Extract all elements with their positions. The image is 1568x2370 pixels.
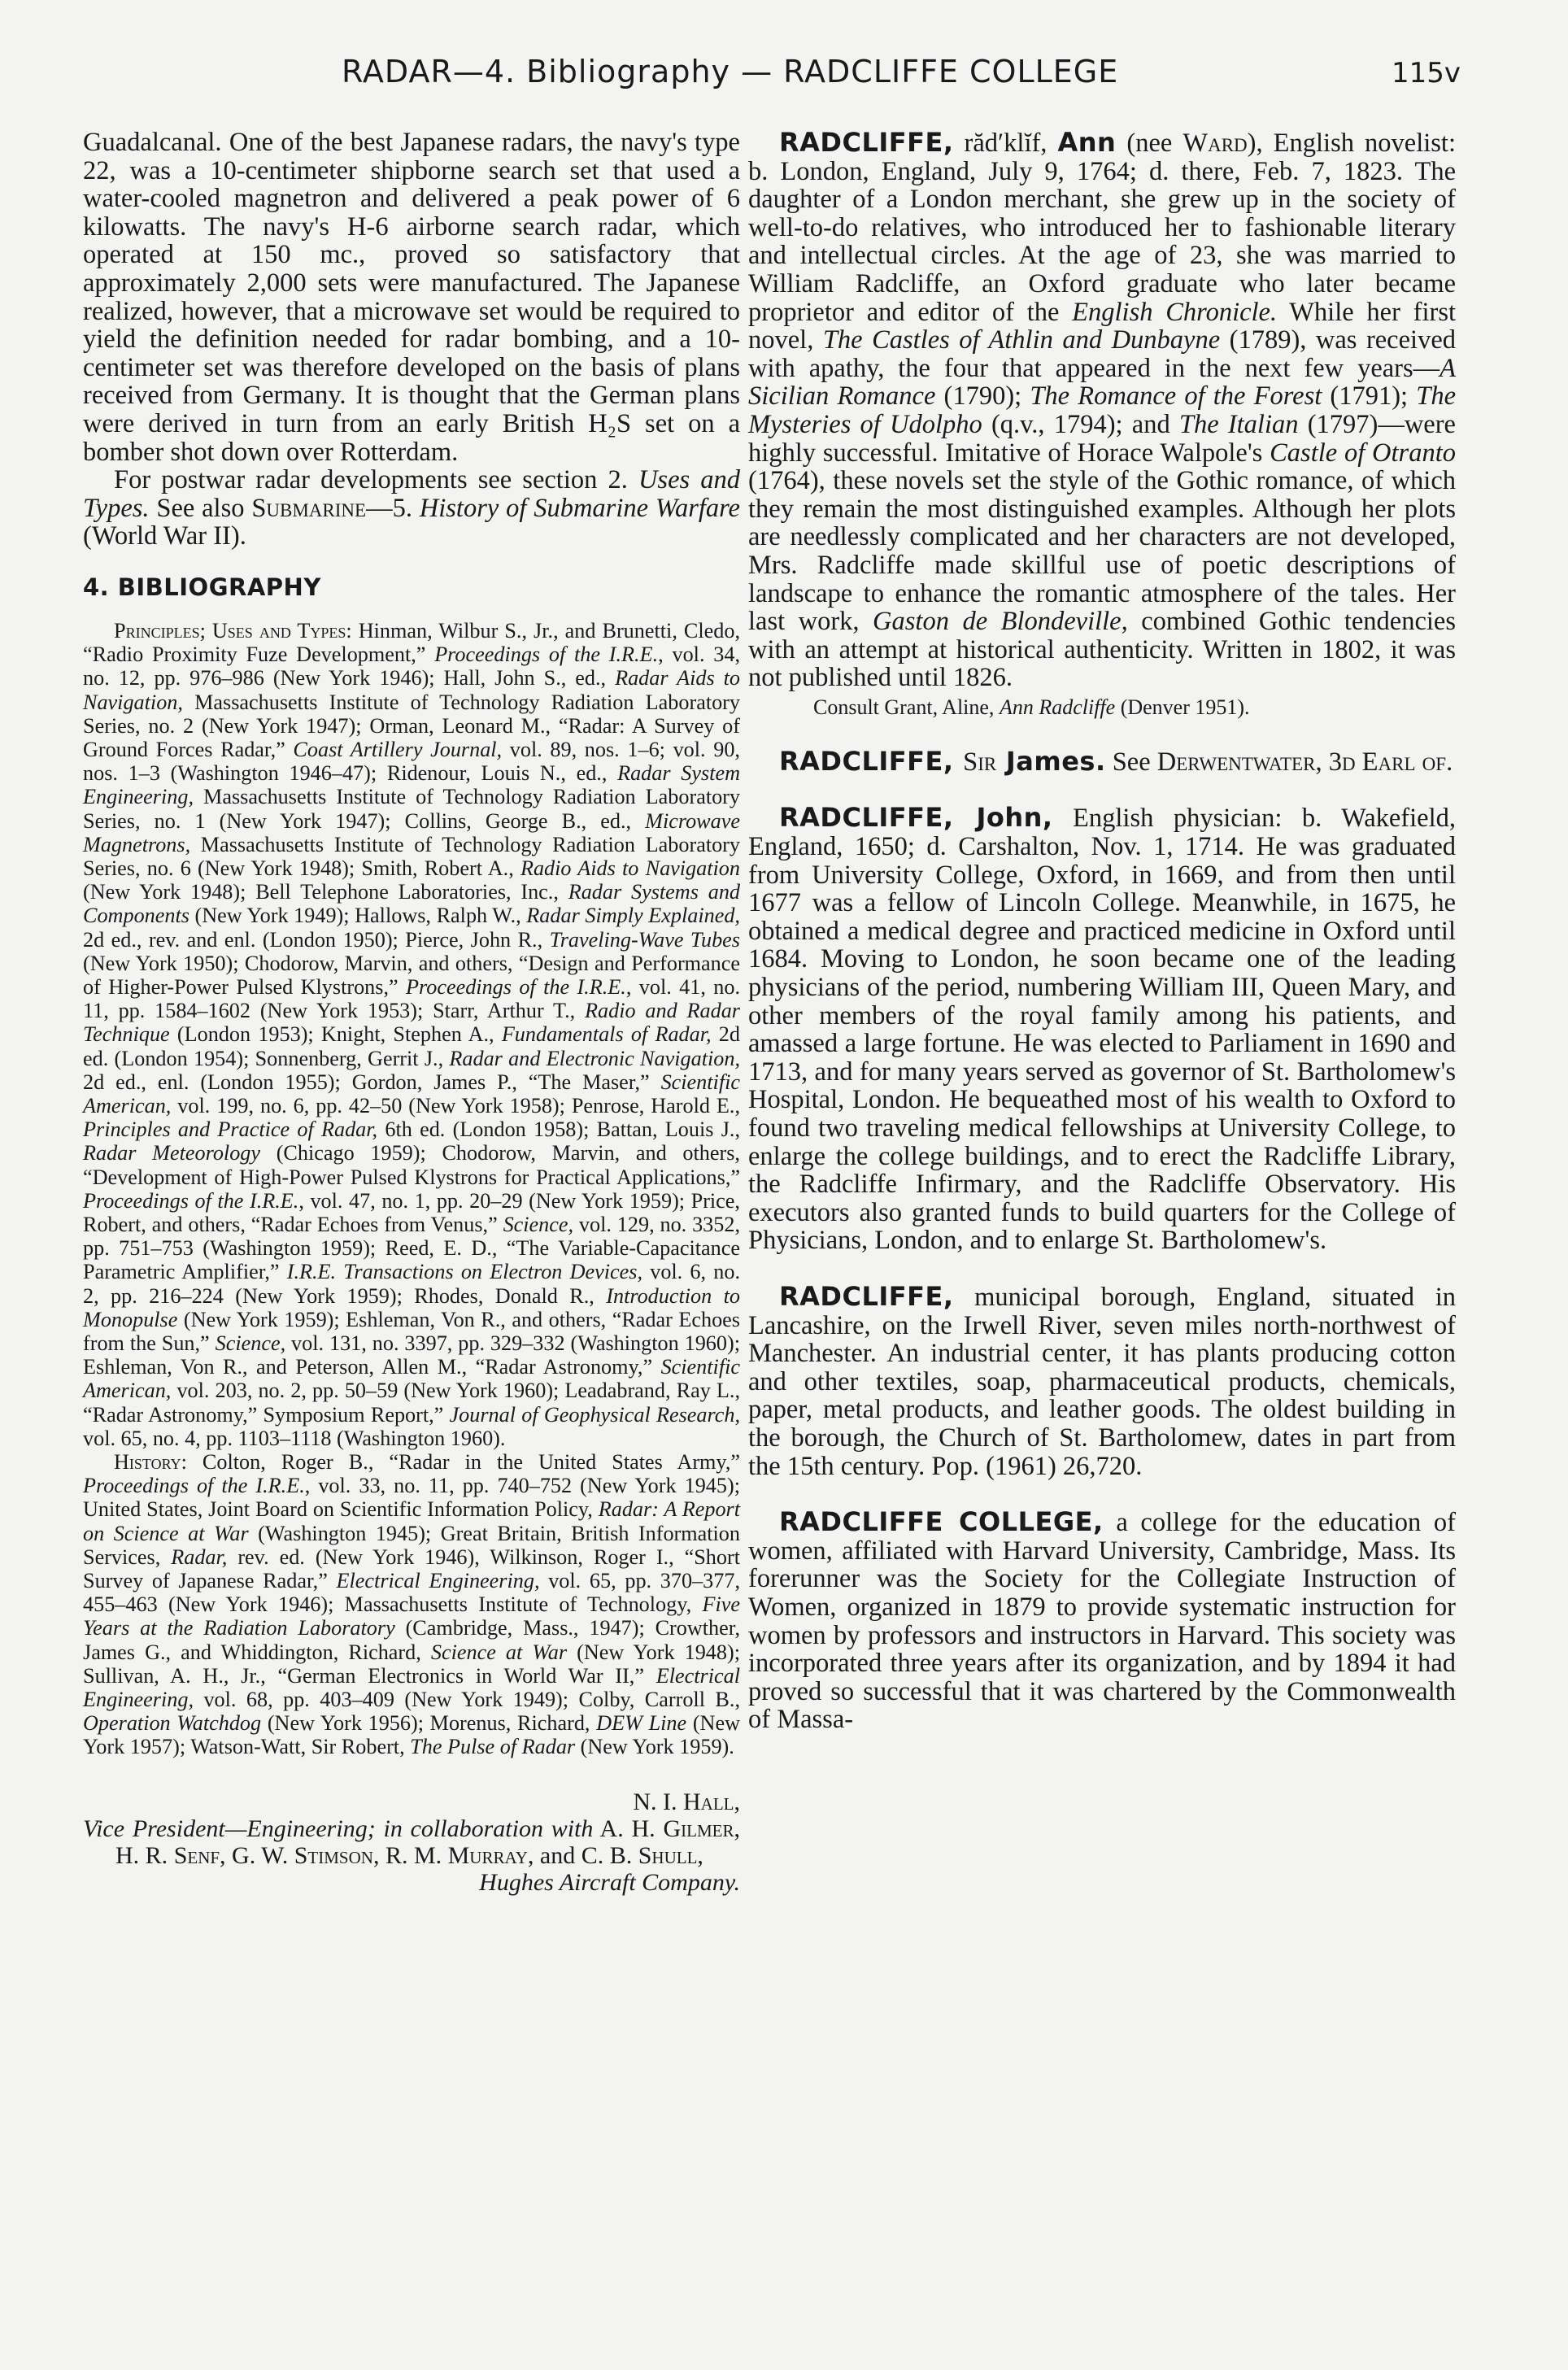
encyclopedia-entry <box>748 804 1456 1255</box>
italic-text: I.R.E. Transactions on Electron Devices, <box>286 1260 643 1284</box>
italic-text: Science, <box>503 1212 574 1236</box>
italic-text: Radar, <box>171 1544 228 1569</box>
text-run: (Washington 1945); Great Britain, British Information Services, <box>83 1521 740 1569</box>
text-run: , vol. 33, no. 11, pp. 740–752 (New York 1945); United States, Joint Board on Scientific Information Policy, <box>83 1474 740 1522</box>
italic-text: Operation Watchdog <box>83 1711 262 1736</box>
text-run: Colton, Roger B., “Radar in the United States Army,” <box>186 1450 740 1475</box>
header-title: RADAR—4. Bibliography — RADCLIFFE COLLEGE <box>342 54 1119 89</box>
text-run: , H. R. <box>115 1815 740 1869</box>
text-run: (nee <box>1116 129 1183 158</box>
text-run: Massachusetts Institute of Technology Radiation Laboratory Series, no. 2 (New York 1947); Orman, Leonard M., “Radar: A Survey of Ground Forces Radar,” <box>83 690 740 761</box>
text-run: (Denver 1951). <box>1115 695 1250 719</box>
right-column <box>748 129 1456 1762</box>
text-run: (World War II). <box>83 521 246 551</box>
italic-text: Proceedings of the I.R.E. <box>434 643 659 667</box>
italic-text: Traveling-Wave Tubes <box>549 927 740 952</box>
text-run: 2d ed., enl. (London 1955); Gordon, James P., “The Maser,” <box>83 1070 661 1094</box>
text-run: English physician: b. Wakefield, England, 1650; d. Carshalton, Nov. 1, 1714. He was graduated from University College, Oxford, in 1669, and from then until 1677 was a fellow of Lincoln College. Meanwhile, in 1675, he obtained a medical degree and practiced medicine in Oxford until 1684. Moving to London, he soon became one of the leading physicians of the period, numbering William III, Queen Mary, and other members of the royal family among his patients, and amassed a large fortune. He was elected to Parliament in 1690 and 1713, and for many years served as governor of St. Bartholomew's Hospital, London. He bequeathed most of his wealth to Oxford to found two traveling medical fellowships at University College, to enlarge the college buildings, and to erect the Radcliffe Library, the Radcliffe Infirmary, and the Radcliffe Observatory. His executors also granted funds to build quarters for the College of Physicians, London, and to enlarge St. Bartholomew's. <box>748 804 1456 1256</box>
italic-text: Scientific American, <box>83 1070 740 1117</box>
italic-text: Proceedings of the I.R.E. <box>406 974 626 999</box>
text-run: (1790); <box>935 381 1030 412</box>
italic-text: Radio Aids to Navigation <box>520 856 740 880</box>
text-run: Massachusetts Institute of Technology Radiation Laboratory Series, no. 1 (New York 1947); Collins, George B., ed., <box>83 785 740 833</box>
text-run: rev. ed. (New York 1946), Wilkinson, Roger I., “Short Survey of Japanese Radar,” <box>83 1544 740 1593</box>
entry-headword: RADCLIFFE, <box>779 127 954 158</box>
small-caps-text: Shull <box>638 1841 698 1869</box>
small-caps-text: History: <box>114 1450 187 1475</box>
encyclopedia-entry <box>748 1280 1456 1481</box>
text-run: (New York 1948); Bell Telephone Laboratories, Inc., <box>83 880 568 904</box>
text-run: (Cambridge, Mass., 1947); Crowther, James G., and Whiddington, Richard, <box>83 1616 740 1664</box>
small-caps-text: Murray <box>447 1841 528 1869</box>
text-run: (q.v., 1794); and <box>982 409 1179 439</box>
small-caps-text: Stimson <box>294 1841 373 1869</box>
italic-text: Gaston de Blondeville, <box>873 607 1128 637</box>
italic-text: Uses and Types. <box>83 465 740 523</box>
italic-text: Electrical Engineering, <box>336 1569 540 1593</box>
section-heading: 4. BIBLIOGRAPHY <box>83 573 321 601</box>
text-run: vol. 65, no. 4, pp. 1103–1118 (Washington 1960). <box>83 1426 506 1450</box>
text-run: ), English novelist: b. London, England, July 9, 1764; d. there, Feb. 7, 1823. The daughter of a London merchant, she grew up in the society of well-to-do relatives, who introduced her to fashionable literary and intellectual circles. At the age of 23, she was married to William Radcliffe, an Oxford graduate who later became proprietor and editor of the <box>748 129 1456 327</box>
italic-text: Proceedings of the I.R.E. <box>83 1188 299 1213</box>
text-run: (New York 1959). <box>575 1735 734 1759</box>
text-run: 2d ed. (London 1954); Sonnenberg, Gerrit J., <box>83 1022 740 1070</box>
text-run: vol. 199, no. 6, pp. 42–50 (New York 1958); Penrose, Harold E., <box>171 1093 740 1117</box>
text-run: , vol. 47, no. 1, pp. 20–29 (New York 1959); Price, Robert, and others, “Radar Echoes from Venus,” <box>83 1188 740 1236</box>
text-run: (New York 1948); Sullivan, A. H., Jr., “German Electronics in World War II,” <box>83 1640 740 1688</box>
entry-paragraph <box>748 129 1456 692</box>
text-run: municipal borough, England, situated in Lancashire, on the Irwell River, seven miles north-northwest of Manchester. An industrial center, it has plants producing cotton and other textiles, soap, pharmaceutical products, chemicals, paper, metal products, and leather goods. The oldest building in the borough, the Church of St. Bartholomew, dates in part from the 15th century. Pop. (1961) 26,720. <box>748 1282 1456 1481</box>
italic-text: Radar Meteorology <box>83 1141 260 1165</box>
italic-text: The Pulse of Radar <box>410 1735 576 1759</box>
italic-text: Radar and Electronic Navigation, <box>449 1046 740 1070</box>
italic-text: Introduction to Monopulse <box>83 1283 740 1331</box>
text-run: , G. W. <box>220 1841 294 1869</box>
text-run: , vol. 41, no. 11, pp. 1584–1602 (New York 1953); Starr, Arthur T., <box>83 974 740 1023</box>
text-run: (1797)—were highly successful. Imitative of Horace Walpole's <box>748 409 1456 468</box>
italic-text: Radio and Radar Technique <box>83 999 740 1047</box>
small-caps-text: Sir <box>963 747 997 777</box>
italic-text: A Sicilian Romance <box>748 353 1456 412</box>
entry-headword: RADCLIFFE COLLEGE, <box>779 1506 1104 1538</box>
italic-text: The Mysteries of Udolpho <box>748 381 1456 439</box>
italic-text: Vice President—Engineering; <box>83 1815 376 1842</box>
text-run: A. H. <box>593 1815 664 1842</box>
text-run: răd′klĭf, <box>953 129 1058 158</box>
italic-text: Five Years at the Radiation Laboratory <box>83 1592 740 1640</box>
italic-text: History of Submarine Warfare <box>419 493 740 523</box>
italic-text: Radar Aids to Navigation, <box>83 666 740 714</box>
text-run: Massachusetts Institute of Technology Radiation Laboratory Series, no. 6 (New York 1948); Smith, Robert A., <box>83 832 740 880</box>
italic-text: Journal of Geophysical Research, <box>449 1402 740 1427</box>
italic-text: DEW Line <box>596 1711 687 1736</box>
text-run: (1791); <box>1322 381 1417 412</box>
signature-name: N. I. Hall, <box>633 1788 740 1815</box>
text-run: Guadalcanal. One of the best Japanese radars, the navy's type 22, was a 10-centimeter shipborne search set that used a water-cooled magnetron and delivered a peak power of 6 kilowatts. The navy's H-6 airborne search radar, which operated at 150 mc., proved so satisfactory that approximately 2,000 sets were manufactured. The Japanese realized, however, that a microwave set would be required to yield the definition needed for radar bombing, and a 10-centimeter set was therefore developed on the basis of plans received from Germany. It is thought that the German plans were derived in turn from an early British H₂S set on a bomber shot down over Rotterdam. <box>83 128 740 467</box>
signature-credits <box>83 1815 740 1869</box>
italic-text: Proceedings of the I.R.E. <box>83 1474 305 1498</box>
text-run: vol. 65, pp. 370–377, 455–463 (New York 1946); Massachusetts Institute of Technology, <box>83 1569 740 1617</box>
text-run: (1764), these novels set the style of the Gothic romance, of which they remain the most distinguished examples. Although her plots are needlessly complicated and her characters are not developed, Mrs. Radcliffe made skillful use of poetic descriptions of landscape to enhance the romantic atmosphere of the tales. Her last work, <box>748 466 1456 637</box>
text-run: (New York 1949); Hallows, Ralph W., <box>189 904 527 928</box>
italic-text: Radar Systems and Components <box>83 880 741 928</box>
text-run: vol. 6, no. 2, pp. 216–224 (New York 1959); Rhodes, Donald R., <box>83 1260 740 1308</box>
text-run: See also <box>149 493 252 523</box>
entry-headword: RADCLIFFE, <box>779 745 964 777</box>
text-run: (1789), was received with apathy, the four that appeared in the next few years— <box>748 325 1456 383</box>
italic-text: The Romance of the Forest <box>1030 381 1322 412</box>
italic-text: Castle of Otranto <box>1270 438 1456 468</box>
italic-text: Principles and Practice of Radar, <box>83 1117 378 1142</box>
consult-note <box>748 695 1456 720</box>
signature-company: Hughes Aircraft Company. <box>479 1868 740 1896</box>
italic-text: Coast Artillery Journal, <box>293 737 503 761</box>
small-caps-text: Submarine <box>251 493 367 523</box>
text-run: (New York 1957); Watson-Watt, Sir Robert, <box>83 1711 741 1759</box>
text-run: 2d ed., rev. and enl. (London 1950); Pierce, John R., <box>83 927 550 952</box>
text-run: Consult Grant, Aline, <box>813 695 1000 719</box>
entry-paragraph <box>748 804 1456 1255</box>
italic-text: English Chronicle. <box>1072 297 1278 327</box>
entry-headword: James. <box>996 745 1106 777</box>
italic-text: in collaboration with <box>383 1815 594 1842</box>
text-run: (New York 1950); Chodorow, Marvin, and others, “Design and Performance of Higher-Power Pulsed Klystrons,” <box>83 951 740 999</box>
text-run: 6th ed. (London 1958); Battan, Louis J., <box>377 1117 740 1142</box>
text-run <box>376 1815 384 1842</box>
text-run: (London 1953); Knight, Stephen A., <box>169 1022 502 1047</box>
italic-text: Radar System Engineering, <box>83 761 740 809</box>
text-run: (Chicago 1959); Chodorow, Marvin, and others, “Development of High-Power Pulsed Klystrons for Practical Applications,” <box>83 1141 740 1189</box>
entry-paragraph <box>748 1508 1456 1734</box>
text-run: While her first novel, <box>748 297 1456 355</box>
italic-text: Scientific American, <box>83 1355 740 1403</box>
text-run: For postwar radar developments see section 2. <box>114 465 638 495</box>
text-run: (New York 1956); Morenus, Richard, <box>261 1711 597 1736</box>
encyclopedia-entry <box>748 747 1456 777</box>
text-run: vol. 131, no. 3397, pp. 329–332 (Washington 1960); Eshleman, Von R., and Peterson, Allen M., “Radar Astronomy,” <box>83 1331 740 1379</box>
page-number: 115v <box>1391 57 1461 89</box>
author-signature <box>83 1788 740 1896</box>
text-run: Hinman, Wilbur S., Jr., and Brunetti, Cledo, “Radio Proximity Fuze Development,” <box>83 618 741 667</box>
paragraph <box>83 129 740 466</box>
running-header <box>0 54 1568 102</box>
bibliography-paragraph <box>83 619 740 1450</box>
small-caps-text: Gilmer <box>663 1815 734 1842</box>
bibliography-paragraph <box>83 1450 740 1759</box>
bibliography <box>83 619 740 1759</box>
italic-text: Radar Simply Explained, <box>526 904 740 928</box>
text-run: , and C. B. <box>527 1841 638 1869</box>
small-caps-text: Senf <box>173 1841 220 1869</box>
italic-text: The Italian <box>1178 409 1299 439</box>
entry-headword: RADCLIFFE, <box>779 1280 954 1312</box>
small-caps-text: Ward <box>1183 129 1248 158</box>
text-run: vol. 203, no. 2, pp. 50–59 (New York 1960); Leadabrand, Ray L., “Radar Astronomy,” Symposium Report,” <box>83 1379 740 1427</box>
text-run: , <box>697 1841 703 1869</box>
text-run: vol. 68, pp. 403–409 (New York 1949); Colby, Carroll B., <box>194 1688 740 1712</box>
text-run: —5. <box>366 493 420 523</box>
italic-text: Electrical Engineering, <box>83 1663 740 1712</box>
entry-paragraph <box>748 1280 1456 1481</box>
small-caps-text: Principles; Uses and Types: <box>114 618 352 643</box>
text-run: vol. 129, no. 3352, pp. 751–753 (Washington 1959); Reed, E. D., “The Variable-Capacitance Parametric Amplifier,” <box>83 1212 740 1284</box>
entry-headword: RADCLIFFE, John, <box>779 802 1053 834</box>
radar-text <box>83 129 740 551</box>
italic-text: Ann Radcliffe <box>999 695 1116 719</box>
encyclopedia-entry <box>748 1508 1456 1734</box>
entry-headword: Ann <box>1057 127 1117 158</box>
italic-text: Science, <box>215 1331 286 1355</box>
italic-text: Radar: A Report on Science at War <box>83 1497 741 1545</box>
italic-text: The Castles of Athlin and Dunbayne <box>822 325 1221 355</box>
italic-text: Microwave Magnetrons, <box>83 808 740 856</box>
encyclopedia-entry <box>748 129 1456 720</box>
text-run: See <box>1105 747 1157 777</box>
entry-paragraph <box>748 747 1456 777</box>
italic-text: Fundamentals of Radar, <box>501 1022 712 1047</box>
text-run: a college for the education of women, affiliated with Harvard University, Cambridge, Mass. Its forerunner was the Society for the Collegiate Instruction of Women, organized in 1879 to provide systematic instruction for women by professors and instructors in Harvard. This society was incorporated three years after its organization, and by 1894 it had proved so successful that it was chartered by the Commonwealth of Massa- <box>748 1508 1456 1735</box>
text-run: vol. 89, nos. 1–6; vol. 90, nos. 1–3 (Washington 1946–47); Ridenour, Louis N., ed., <box>83 737 740 786</box>
paragraph <box>83 466 740 551</box>
italic-text: Science at War <box>430 1640 568 1664</box>
text-run: (New York 1959); Eshleman, Von R., and others, “Radar Echoes from the Sun,” <box>83 1307 740 1355</box>
text-run: combined Gothic tendencies with an attempt at historical authenticity. Written in 1802, it was not published until 1826. <box>748 607 1456 693</box>
text-run: , R. M. <box>372 1841 448 1869</box>
small-caps-text: Derwentwater, 3d Earl of. <box>1156 747 1453 777</box>
text-run: , vol. 34, no. 12, pp. 976–986 (New York 1946); Hall, John S., ed., <box>83 643 740 691</box>
left-column <box>83 129 740 1896</box>
